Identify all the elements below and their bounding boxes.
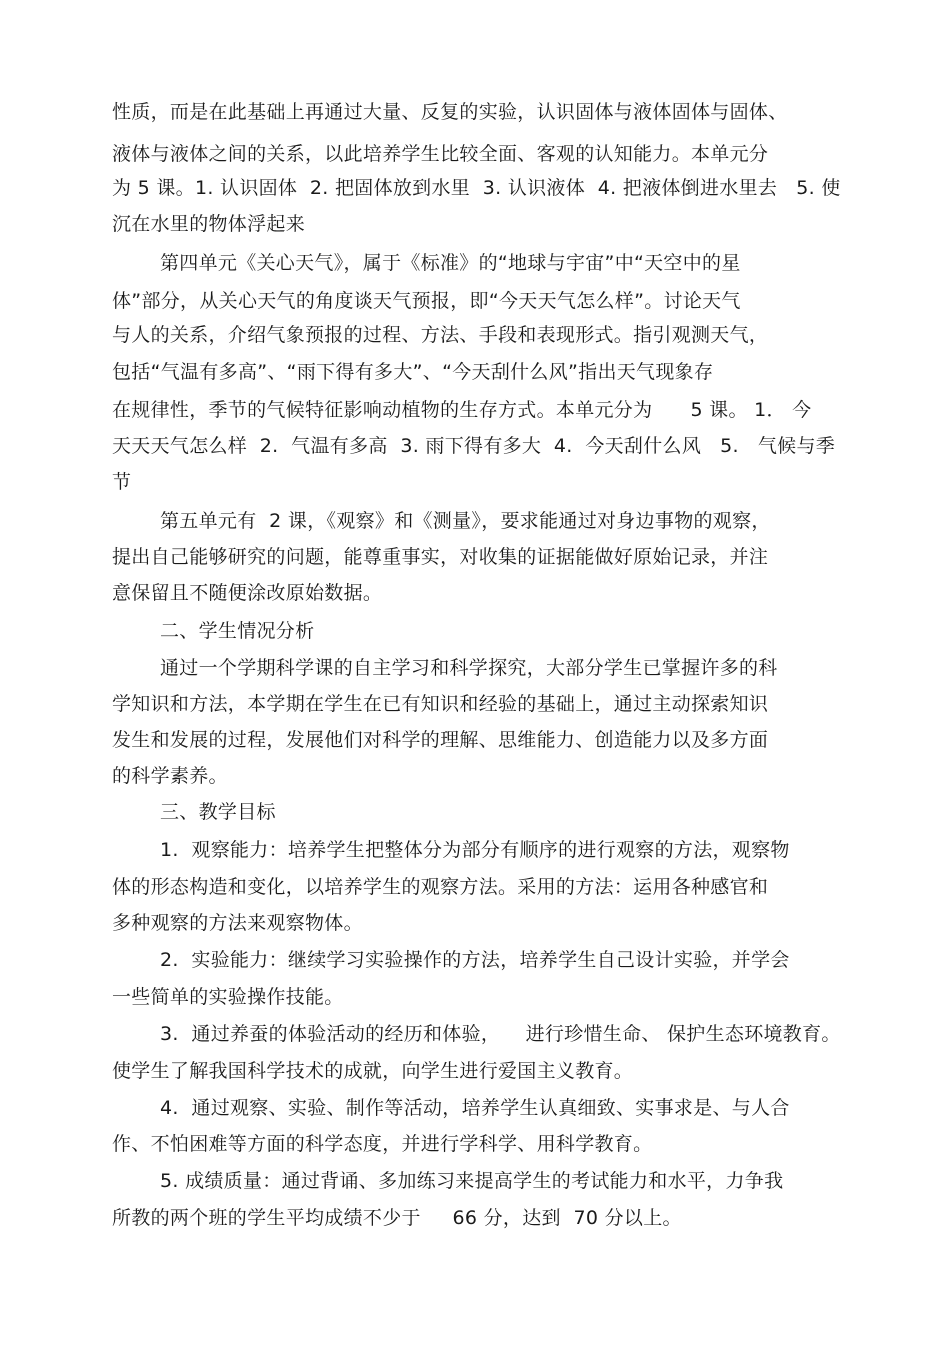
text-line: 体的形态构造和变化，以培养学生的观察方法。采用的方法：运用各种感官和	[112, 876, 769, 898]
text-line: 通过一个学期科学课的自主学习和科学探究，大部分学生已掌握许多的科	[160, 657, 778, 679]
text-line: 性质，而是在此基础上再通过大量、反复的实验，认识固体与液体固体与固体、	[112, 101, 788, 123]
text-line: 1. 观察能力：培养学生把整体分为部分有顺序的进行观察的方法，观察物	[160, 839, 790, 861]
text-line: 体”部分，从关心天气的角度谈天气预报，即“今天天气怎么样”。讨论天气	[112, 290, 741, 312]
text-line: 液体与液体之间的关系，以此培养学生比较全面、客观的认知能力。本单元分	[112, 143, 769, 165]
text-line: 所教的两个班的学生平均成绩不少于 66 分，达到 70 分以上。	[112, 1207, 682, 1229]
text-line: 使学生了解我国科学技术的成就，向学生进行爱国主义教育。	[112, 1060, 634, 1082]
text-line: 多种观察的方法来观察物体。	[112, 912, 363, 934]
section-heading: 二、学生情况分析	[160, 620, 315, 642]
text-line: 提出自己能够研究的问题，能尊重事实，对收集的证据能做好原始记录，并注	[112, 546, 769, 568]
text-line: 4. 通过观察、实验、制作等活动，培养学生认真细致、实事求是、与人合	[160, 1097, 790, 1119]
text-line: 5. 成绩质量：通过背诵、多加练习来提高学生的考试能力和水平，力争我	[160, 1170, 784, 1192]
text-line: 包括“气温有多高”、“雨下得有多大”、“今天刮什么风”指出天气现象存	[112, 361, 714, 383]
text-line: 沉在水里的物体浮起来	[112, 213, 306, 235]
text-line: 意保留且不随便涂改原始数据。	[112, 582, 383, 604]
text-line: 第四单元《关心天气》，属于《标准》的“地球与宇宙”中“天空中的星	[160, 252, 741, 274]
text-line: 第五单元有 2 课，《观察》和《测量》，要求能通过对身边事物的观察，	[160, 510, 771, 532]
text-line: 学知识和方法，本学期在学生在已有知识和经验的基础上，通过主动探索知识	[112, 693, 769, 715]
text-line: 一些简单的实验操作技能。	[112, 986, 344, 1008]
section-heading: 三、教学目标	[160, 801, 276, 823]
text-line: 在规律性，季节的气候特征影响动植物的生存方式。本单元分为 5 课。 1． 今	[112, 399, 812, 421]
text-line: 天天天气怎么样 2. 气温有多高 3. 雨下得有多大 4. 今天刮什么风 5. 气候与季	[112, 435, 836, 457]
text-line: 与人的关系，介绍气象预报的过程、方法、手段和表现形式。指引观测天气，	[112, 324, 769, 346]
text-line: 的科学素养。	[112, 765, 228, 787]
text-line: 发生和发展的过程，发展他们对科学的理解、思维能力、创造能力以及多方面	[112, 729, 769, 751]
text-line: 2. 实验能力：继续学习实验操作的方法，培养学生自己设计实验，并学会	[160, 949, 790, 971]
text-line: 为 5 课。1. 认识固体 2. 把固体放到水里 3. 认识液体 4. 把液体倒进水里去 5. 使	[112, 177, 841, 199]
text-line: 作、不怕困难等方面的科学态度，并进行学科学、用科学教育。	[112, 1133, 653, 1155]
text-line: 3. 通过养蚕的体验活动的经历和体验， 进行珍惜生命、 保护生态环境教育。	[160, 1023, 841, 1045]
text-line: 节	[112, 471, 132, 493]
